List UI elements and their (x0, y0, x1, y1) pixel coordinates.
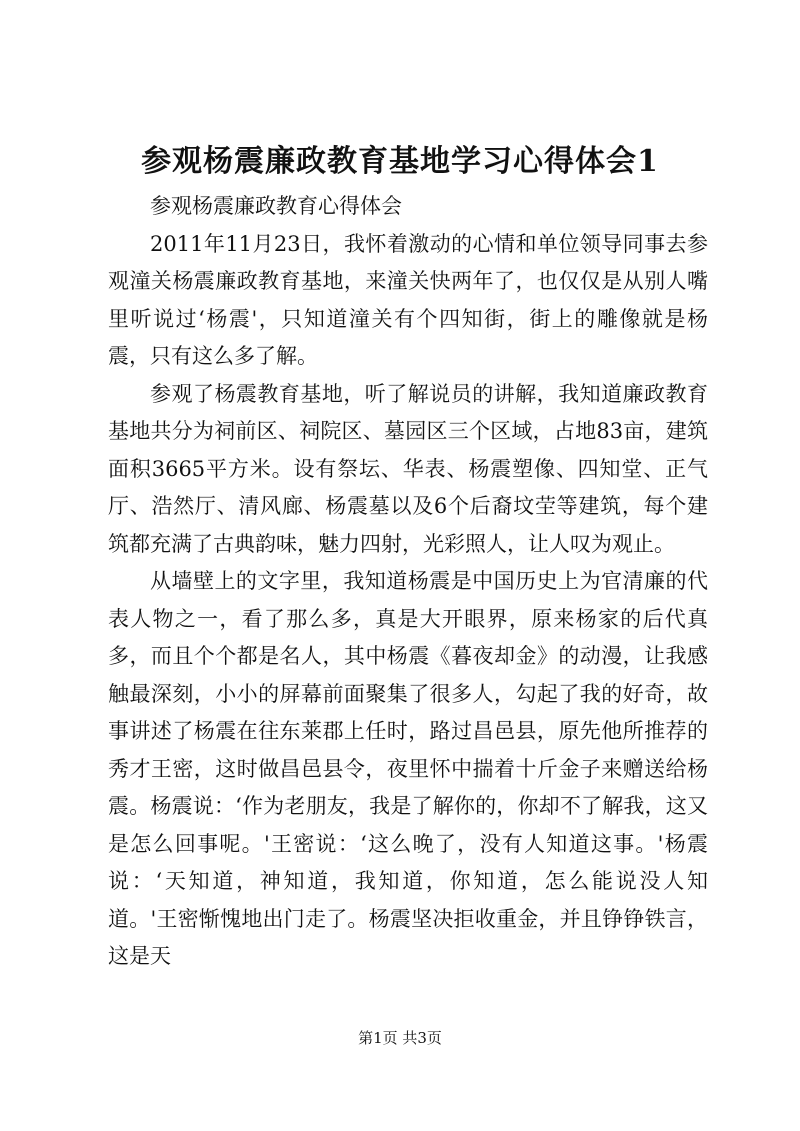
document-title: 参观杨震廉政教育基地学习心得体会1 (141, 144, 659, 179)
paragraph-subtitle: 参观杨震廉政教育心得体会 (150, 194, 402, 218)
page-footer: 第1页 共3页 (358, 1029, 442, 1047)
paragraph-visit-intro: 2011年11月23日，我怀着激动的心情和单位领导同事去参观潼关杨震廉政教育基地，来潼关快两年了，也仅仅是从别人嘴里听说过‘杨震'，只知道潼关有个四知街，街上的雕像就是杨震，只有这么多了解。 (108, 231, 708, 368)
document-body (108, 188, 708, 976)
paragraph-base-description: 参观了杨震教育基地，听了解说员的讲解，我知道廉政教育基地共分为祠前区、祠院区、墓园区三个区域，占地83亩，建筑面积3665平方米。设有祭坛、华表、杨震塑像、四知堂、正气厅、浩然厅、清风廊、杨震墓以及6个后裔坟茔等建筑，每个建筑都充满了古典韵味，魅力四射，光彩照人，让人叹为观止。 (108, 381, 708, 556)
paragraph-yang-zhen-story: 从墙壁上的文字里，我知道杨震是中国历史上为官清廉的代表人物之一，看了那么多，真是大开眼界，原来杨家的后代真多，而且个个都是名人，其中杨震《暮夜却金》的动漫，让我感触最深刻，小小的屏幕前面聚集了很多人，勾起了我的好奇，故事讲述了杨震在往东莱郡上任时，路过昌邑县，原先他所推荐的秀才王密，这时做昌邑县令，夜里怀中揣着十斤金子来赠送给杨震。杨震说：‘作为老朋友，我是了解你的，你却不了解我，这又是怎么回事呢。'王密说：‘这么晚了，没有人知道这事。'杨震说：‘天知道，神知道，我知道，你知道，怎么能说没人知道。'王密惭愧地出门走了。杨震坚决拒收重金，并且铮铮铁言，这是天 (108, 569, 708, 968)
